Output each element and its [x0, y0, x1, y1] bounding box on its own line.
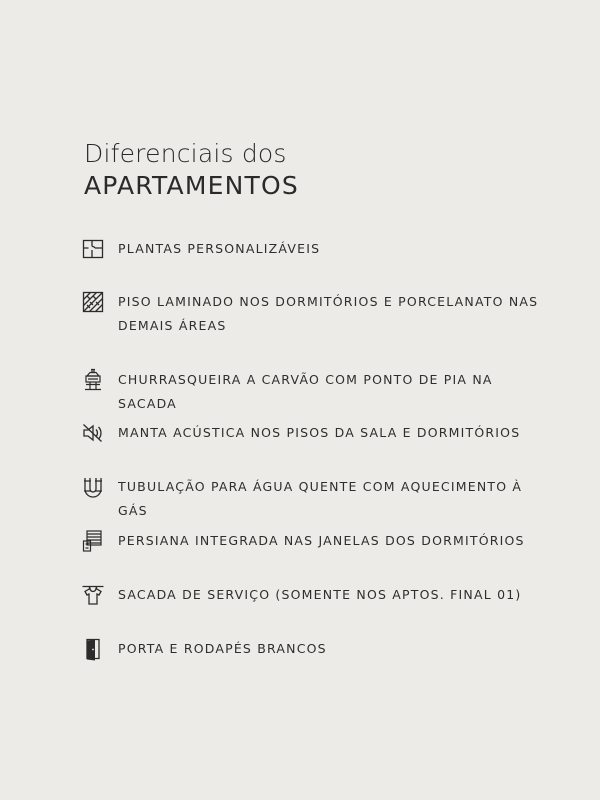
page-title-line1: Diferenciais dos: [84, 139, 287, 168]
feature-label: PISO LAMINADO NOS DORMITÓRIOS E PORCELANATO NAS DEMAIS ÁREAS: [118, 294, 539, 333]
page-title-line2: APARTAMENTOS: [84, 171, 299, 200]
feature-item-acoustic: [80, 420, 550, 446]
water-pipe-icon: [80, 474, 106, 500]
feature-item-service-balcony: [80, 582, 550, 608]
feature-label: PORTA E RODAPÉS BRANCOS: [118, 641, 327, 656]
feature-item-blinds: [80, 528, 550, 554]
feature-label: PERSIANA INTEGRADA NAS JANELAS DOS DORMITÓRIOS: [118, 533, 525, 548]
laundry-shirt-icon: [80, 582, 106, 608]
door-icon: [80, 636, 106, 662]
sound-muted-icon: [80, 420, 106, 446]
window-blind-icon: [80, 528, 106, 554]
feature-label: TUBULAÇÃO PARA ÁGUA QUENTE COM AQUECIMENTO À GÁS: [118, 479, 523, 518]
barbecue-grill-icon: [80, 367, 106, 393]
title-block: [84, 138, 299, 202]
floor-plan-icon: [80, 236, 106, 262]
feature-item-grill: [80, 367, 550, 416]
feature-item-floor: [80, 289, 540, 338]
feature-item-pipes: [80, 474, 550, 523]
feature-item-plans: [80, 236, 550, 262]
laminate-floor-icon: [80, 289, 106, 315]
feature-label: MANTA ACÚSTICA NOS PISOS DA SALA E DORMITÓRIOS: [118, 425, 521, 440]
feature-label: PLANTAS PERSONALIZÁVEIS: [118, 241, 321, 256]
feature-item-door: [80, 636, 550, 662]
feature-label: SACADA DE SERVIÇO (SOMENTE NOS APTOS. FINAL 01): [118, 587, 522, 602]
feature-label: CHURRASQUEIRA A CARVÃO COM PONTO DE PIA NA SACADA: [118, 372, 493, 411]
